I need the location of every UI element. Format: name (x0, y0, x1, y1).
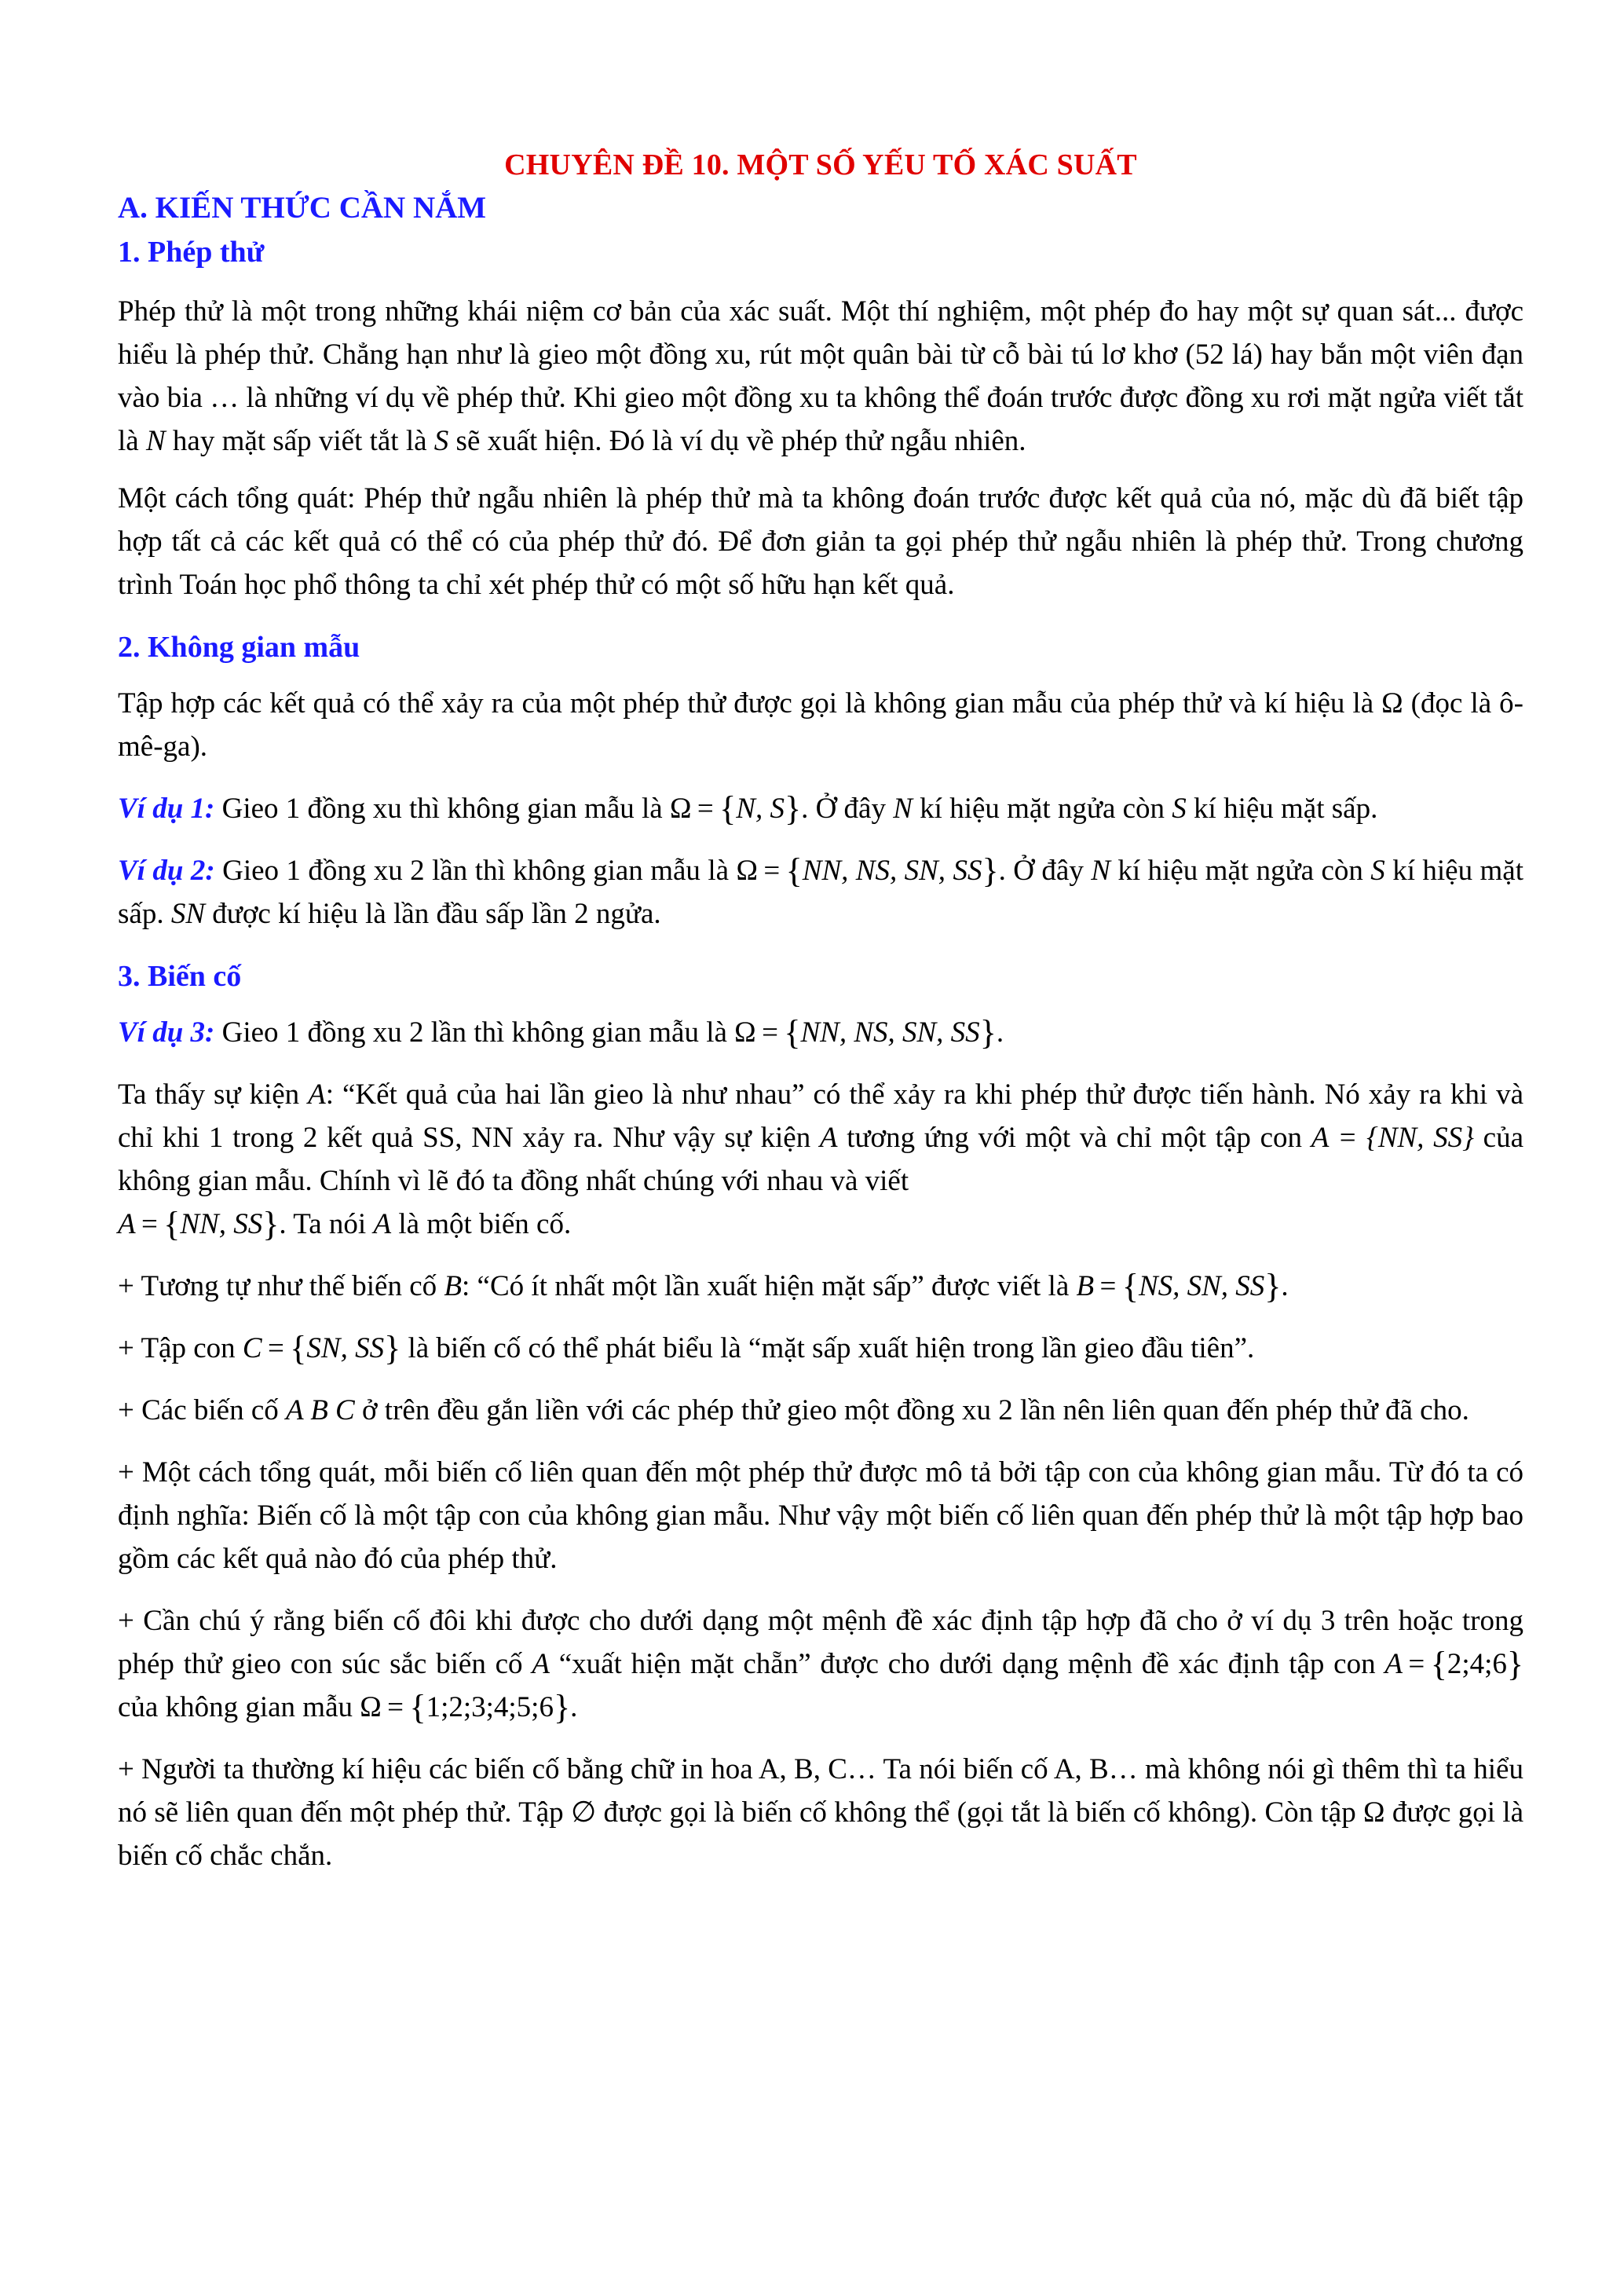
example-1: Ví dụ 1: Gieo 1 đồng xu thì không gian mẫu là Ω = {N, S}. Ở đây N kí hiệu mặt ngửa còn S kí hiệu mặt sấp. (118, 789, 1378, 828)
bullet-general-definition: + Một cách tổng quát, mỗi biến cố liên quan đến một phép thử được mô tả bởi tập con của không gian mẫu. Từ đó ta có định nghĩa: Biến cố là một tập con của không gian mẫu. Như vậy một biến cố liên quan đến phép thử là một tập hợp bao gồm các kết quả nào đó của phép thử. (118, 1456, 1523, 1575)
paragraph-event-a: Ta thấy sự kiện A: “Kết quả của hai lần gieo là như nhau” có thể xảy ra khi phép thử được tiến hành. Nó xảy ra khi và chỉ khi 1 trong 2 kết quả SS, NN xảy ra. Như vậy sự kiện A tương ứng với một và chỉ một tập con A = {NN, SS} của không gian mẫu. Chính vì lẽ đó ta đồng nhất chúng với nhau và viết A = {NN, SS}. Ta nói A là một biến cố. (118, 1078, 1523, 1243)
example-3-label: Ví dụ 3: (118, 1016, 215, 1049)
heading-bien-co: 3. Biến cố (118, 960, 242, 993)
example-2-sample-space: NN, NS, SN, SS (802, 855, 982, 887)
bullet-proposition-note: + Cần chú ý rằng biến cố đôi khi được cho dưới dạng một mệnh đề xác định tập hợp đã cho ở ví dụ 3 trên hoặc trong phép thử gieo con súc sắc biến cố A “xuất hiện mặt chẵn” được cho dưới dạng mệnh đề xác định tập con A = {2;4;6} của không gian mẫu Ω = {1;2;3;4;5;6}. (118, 1605, 1523, 1727)
section-heading-a: A. KIẾN THỨC CẦN NẮM (118, 191, 487, 225)
heading-khong-gian-mau: 2. Không gian mẫu (118, 631, 360, 664)
example-2: Ví dụ 2: Gieo 1 đồng xu 2 lần thì không gian mẫu là Ω = {NN, NS, SN, SS}. Ở đây N kí hiệu mặt ngửa còn S kí hiệu mặt sấp. SN được kí hiệu là lần đầu sấp lần 2 ngửa. (118, 851, 1524, 930)
example-1-sample-space: N, S (736, 793, 785, 825)
bullet-notation: + Người ta thường kí hiệu các biến cố bằng chữ in hoa A, B, C… Ta nói biến cố A, B… mà không nói gì thêm thì ta hiểu nó sẽ liên quan đến một phép thử. Tập ∅ được gọi là biến cố không thể (gọi tắt là biến cố không). Còn tập Ω được gọi là biến cố chắc chắn. (118, 1753, 1523, 1872)
paragraph-phep-thu-definition: Phép thử là một trong những khái niệm cơ bản của xác suất. Một thí nghiệm, một phép đo hay một sự quan sát... được hiểu là phép thử. Chẳng hạn như là gieo một đồng xu, rút một quân bài từ cỗ bài tú lơ khơ (52 lá) hay bắn một viên đạn vào bia … là những ví dụ về phép thử. Khi gieo một đồng xu ta không thể đoán trước được đồng xu rơi mặt ngửa viết tắt là N hay mặt sấp viết tắt là S sẽ xuất hiện. Đó là ví dụ về phép thử ngẫu nhiên. (118, 295, 1523, 457)
paragraph-phep-thu-general: Một cách tổng quát: Phép thử ngẫu nhiên là phép thử mà ta không đoán trước được kết quả của nó, mặc dù đã biết tập hợp tất cả các kết quả có thể có của phép thử đó. Để đơn giản ta gọi phép thử ngẫu nhiên là phép thử. Trong chương trình Toán học phổ thông ta chỉ xét phép thử có một số hữu hạn kết quả. (118, 482, 1523, 601)
example-2-label: Ví dụ 2: (118, 855, 215, 887)
example-3: Ví dụ 3: Gieo 1 đồng xu 2 lần thì không gian mẫu là Ω = {NN, NS, SN, SS}. (118, 1013, 1004, 1052)
example-3-sample-space: NN, NS, SN, SS (800, 1016, 980, 1049)
bullet-events-abc: + Các biến cố A B C ở trên đều gắn liền với các phép thử gieo một đồng xu 2 lần nên liên quan đến phép thử đã cho. (118, 1394, 1469, 1426)
heading-phep-thu: 1. Phép thử (118, 236, 265, 269)
paragraph-khong-gian-mau-definition: Tập hợp các kết quả có thể xảy ra của một phép thử được gọi là không gian mẫu của phép thử và kí hiệu là Ω (đọc là ô-mê-ga). (118, 687, 1523, 763)
bullet-event-b: + Tương tự như thế biến cố B: “Có ít nhất một lần xuất hiện mặt sấp” được viết là B = {NS, SN, SS}. (118, 1267, 1289, 1305)
example-1-label: Ví dụ 1: (118, 793, 215, 825)
page-title: CHUYÊN ĐỀ 10. MỘT SỐ YẾU TỐ XÁC SUẤT (504, 148, 1137, 181)
bullet-event-c: + Tập con C = {SN, SS} là biến cố có thể phát biểu là “mặt sấp xuất hiện trong lần gieo đầu tiên”. (118, 1329, 1255, 1368)
document-page (118, 145, 1523, 1891)
